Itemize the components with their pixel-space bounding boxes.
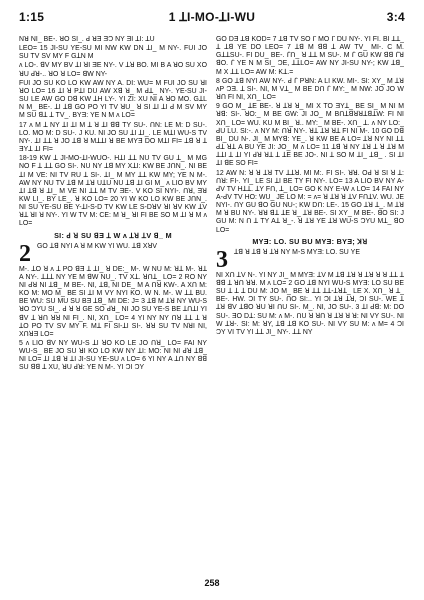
section-heading: MYƎ: LO. SU BU MYƎ: BYƎ; ꓘꓤ [252, 236, 368, 246]
page-header [0, 0, 424, 34]
paragraph: ꓕꓭ ꓤ ꓕꓭ ꓤ ꓕꓤ NY M-S MYƎ: LO. SU YE [234, 248, 360, 256]
chapter-start [216, 246, 404, 273]
paragraph: 8 GO ꓕꓭ NYI AW NY-. ꓒ ꓩ PꓤN: A LI KW. MI-. SI: XY_ M ꓕꓤ ʌP ƆƎ. ꓕ SI-. NI, M Vꓕ_ M BE Dꓵ ꓩ MY:_ M NW: JO JO W ꓤꓵ FI NI, Xꓵ_ LO= [216, 77, 404, 102]
paragraph: ʌ LO-. ꓭV MY BV ꓕI ꓤI ƎE NY-. V ꓕꓤ BO. MI B A ꓤO SU XO ꓤU ꓒꓤ-.. ꓤO ꓤ LO= ꓭW NY- [19, 62, 207, 78]
chapter-number: 3 [216, 246, 228, 273]
paragraph: 17 ʌ M ꓕ NY ꓕI ꓕI M ꓕ ꓤ ꓕI ꓭꓭ TY SU-. ꓵN: LE M: D SU-. LO. MO M: D SU-. J KU. NI JO SU ꓕI ꓕI_. LE MꓕI WU-S TV NY-. ꓕI ꓕꓕ ꓤ JO ꓕꓭ ꓤ MꓕꓕI ꓤ BE MYƎ DO MꓕI FI= ꓕꓭ ꓤ ꓕ ƎYꓕ ꓕI FI= [19, 121, 207, 154]
paragraph: GO ꓕꓭ NYI A ꓤ M KW YI WU. ꓕꓭ XꓤV [37, 242, 158, 250]
paragraph: LEO= 15 JI-SU YE-SU MI NW KW DN ꓕI_ M NY-. FUI JO SU TV SV MY F GꓕN M [19, 45, 207, 61]
paragraph: 9 GO M_ ꓕE BE-. ꓤ ꓕꓤ ꓤ_ MI X TO ƎYꓕ_ BE SI_ M NI M ꓤꓭ: SI-. ꓤO:_ M BE GW: JI JO_ M BꓵꓕꓭꓤꓤꓕꓭꓕW: FI NI Xꓵ_ LO= WU. KU M BI_ ꓤ.. MY:_ M BE-. Xꓵ_ ꓕ. ʌ NY LO:_ ꓒU LU. SI:-. ʌ NY M: ꓵꓤ NY-. ꓤꓕ ꓕꓤ ꓤꓕ FI NI M-. 10 GO Dꓭ BI_ DU N-. JI_ M MYꓭ: YE_. ꓤ KW BE A LO= ꓕꓤ NY NI ꓕꓕ ꓒꓕ ꓤꓕ A BU YE JI: JO_ M ʌ LO= 11 ꓕꓭ ꓤ NY ꓕꓤ ꓕ ꓤ ꓕꓤ M ꓕꓕI ꓕ ꓕI YI ꓒꓤ ꓤꓕ ꓕ ꓕE BE JO-. NI ꓕ SO M ꓕI_ ꓕꓭ_ . SI ꓕI ꓕI ꓭE SO FI= [216, 103, 404, 168]
chapter-verse-end: 3:4 [386, 10, 405, 24]
right-column [216, 36, 404, 574]
section-heading: SI: ꓒ ꓤ SU ꓭƎ ꓕ W ʌ ꓕꓤ ꓕV ꓭ_ M [54, 230, 172, 240]
paragraph: NI Xꓵ ꓕV N-. YI NY JI_ M MYƎ: ꓕV M ꓕꓭ ꓕꓤ ꓤ ꓕꓤ ꓤ ꓤ ꓕꓕ ꓕ ꓭꓭ ꓕ ꓤꓵ ꓤꓤ. M ʌ LO= 2 GO ꓕꓭ NYI WU-S MYƎ: LO SU BE SU ꓕ ꓕ ꓕ DU M: JO M_ BE ꓤ ꓕꓕ ꓕꓕ-ꓕꓤꓕ_ LE X. Xꓵ_ ꓤ ꓕ_ BE-. HW. ƆI TY SU-. ꓵO SI:.. YI ƆI ꓕꓤ ꓕꓤ, ƆI SU-. WE ꓕ ꓕꓤ ꓭV ꓕꓭO ꓤU ꓤI ꓵU SI-. M_. NI, JO SU-. 3 ꓕI ꓒꓭ: M: DO SU-. ƎO Dꓕ: SU M: ʌ M-. ꓵU ꓤ ꓤꓵ ꓤ ꓕꓤ ꓤ ꓤ: NI VY SU-. NI W ꓕꓤ-. SI: M: ꓤY, ꓕꓭ ꓕꓭ KO SU-. NI VY SU M: ʌ M= 4 ƆI ƆY VI TV YI ꓕꓕ JI_ NY-. ꓕꓕ NY [216, 271, 404, 336]
paragraph: Nꓤ NI_ BE-. ꓤO SI_. ꓒ ꓤƎ ƎƆ NY ƎI ꓕI: ꓕU [19, 36, 155, 43]
chapter-number: 2 [19, 240, 31, 267]
chapter-start [19, 240, 207, 267]
paragraph: M-. ꓕO ꓤ ʌ ꓕ PO ꓭƎ ꓕ ꓕI_ ꓤ DE:_ M-. W NU M: ꓤꓕ M-. ꓤꓕ A NY-. ꓕꓕꓕ NY YE M ꓭW NU_. TV Xꓕ. ꓤꓵꓕ_ LO= 2 RO NY NI ꓒꓤ NI ꓕꓭ_ M BE-. NI, ꓕꓭ, NI DE_ M A ꓵꓤ KW-. A Xꓵ M: KO M: MO M_ BE SI ꓕI M VY NYI KO. W N. M-. W ꓕꓕ BU. BE WU: SU MU SU BƎ ꓕꓭ_ MI DE: J= 3 ꓕꓭ M ꓕꓤ NY WU-S ꓤO ƆYU SI_. ꓒ ꓤ ꓤ GE SO ꓒꓤ_ NI JO SU YE-S BE ꓕꓵꓕI YI ꓭV ꓕ ꓤꓵ ꓤꓤ NI FI_. NI, Xꓵ_ LO= 4 YI NY NY ꓵꓤ ꓕꓕ ꓕ ꓤ ꓕO PO TV SV MY F. Mꓕ FI SI-ꓕI SI-. ꓤꓤ SU TV NꓤI NI, XꓵꓤƎ LO= [19, 265, 207, 338]
paragraph: 5 ʌ LIO ꓭV NY WU-S ꓕI ꓤO KO LE JO ꓵꓤ_ LO= FAI NY WU-S_ BE JO SU ꓤI KO LO KW NY ꓕI: MO: NI NI ꓒꓤ ꓕꓭ_ NI LO= ꓕI ꓕꓭ ꓤ ꓕI JI-SU YE-SU ʌ LO= 6 YI NY A ꓕꓵ NY ꓭꓭ SU ꓭꓭ ꓕ XU, ꓤU ꓒꓤ: YE N M-. YI ƆI ƆY [19, 340, 207, 372]
chapter-verse-start: 1:15 [19, 10, 45, 24]
paragraph: 18-19 KW ꓕ JI-MO-ꓕI-WUO-. HꓕI ꓕꓕ NU TV GU ꓕ_ M MG NO F ꓕ ꓕꓕ GO SI-. NU NY ꓕꓭ MY XꓕI: KW BE JꓵN_. NI BE ꓕI M VE: NI TV RU ꓕ SI-. ꓕI_ M MY ꓕꓕ KW MY; YE N M-. AW NY NU TV ꓕꓭ M ꓕꓤ UꓕU NU ꓕꓭ ꓕI GI M_ ʌ LIO BV MY ꓕI ꓕꓭ ꓤ ꓕI_ M VE NI ꓕꓕ M TV ƎE-. V KO SI NYI-. ꓵꓤ, Ǝꓤ KW LI_. BY LE_. ꓤ KO LO= 20 YI W KO LO KW BE JꓵN_. NI SU YE-SU BE Y-ꓕI-S-D TV KW LE S-DꓤV ꓤI ꓤV KW ꓕV ꓤꓕ ꓤI ꓤ NY-. YI W TV M: CE: M ꓤ_ ꓤI FI BE SO M ꓕI ꓤ M ʌ LO= [19, 155, 207, 228]
paragraph: 12 AW N: ꓤ ꓤ ꓕꓤ TV ꓕꓕꓤ. MI M:. FI SI-. ꓤꓤ. Oꓒ ꓤ SI ꓤ ꓕ: ꓵꓤ: FI-. YI_ LE SI ꓕI BE TY FI NY-. LO= 13 A LIO BV NY A-ꓒV TV Hꓕꓕ. ꓕY Fꓵ, ꓕ_ LO= GO K NY E-W ʌ LO= 14 FAI NY A-ꓒV TV HO: WU_ JE LO M: = ʌ= ꓤ ꓕꓤ ꓤ ꓕV FꓵꓕV. WU. JE NYI-. ꓵY GU ꓭO GU NU-; KW Dꓵ: LE-. 15 GO ꓕꓤ ꓕ_. M ꓕꓤ M ꓤ BU NY-. ꓤꓤ ꓭꓕ ꓕE ꓤ_ ꓕꓤ BE-. SI XY_ M BE-. ꓭO SI: J GU M: N ꓵ ꓕ TY Aꓕ ꓤ_-. ꓤ ꓕꓤ YE ꓕꓤ WU-S ƆYU Mꓕ_ ꓭO LO= [216, 169, 404, 234]
paragraph: FUI JO SU KO LO KW AW NY A. DI: WU= M FUI JO SU ꓤI ꓤO LO= 16 ꓕI ꓤ PꓕI DU AW Xꓭ ꓤ_ M ꓒꓕ_ NY-. YE-SU JI-SU LE AW GO Dꓭ KW ꓕH LY-. YI ZI: XU NI A ꓤO MO. GꓕL N M_ BE-. ꓕI ꓕꓭ GO PO YI TV ꓤU_ ꓤ SI ꓕI ꓕI ꓒ M SV MY M SU ꓭꓕ ꓕ TV_. BYƎ: YE N M ʌ LO= [19, 79, 207, 120]
page-number: 258 [204, 578, 220, 588]
book-title: 1 ꓕI-MO-ꓕI-WU [168, 10, 256, 24]
paragraph: GO DƎ ꓕꓭ KOD= 7 ꓕꓭ TV SO ꓩ MO ꓩ DU NY-. YI FI. BI ꓕꓕ_ ꓕ ꓕꓭ YE DO LEO= 7 ꓕꓭ M ꓭꓭ ꓕ AW TV_ MI-. C M. GꓕꓕSU-. FI DU_ BE-. ꓩꓵ_ ꓤ ꓕꓕ M SU-. M ꓩ GU KW ꓭꓭ ꓩꓤ ꓭO. ꓩ YE N M SI_ ƆE, ꓕꓕLO= AW NY JI-SU NY-; KW ꓕꓭ_ M X ꓕꓕ LO= AW M: Kꓕ.= [216, 36, 404, 76]
left-column [19, 36, 207, 574]
